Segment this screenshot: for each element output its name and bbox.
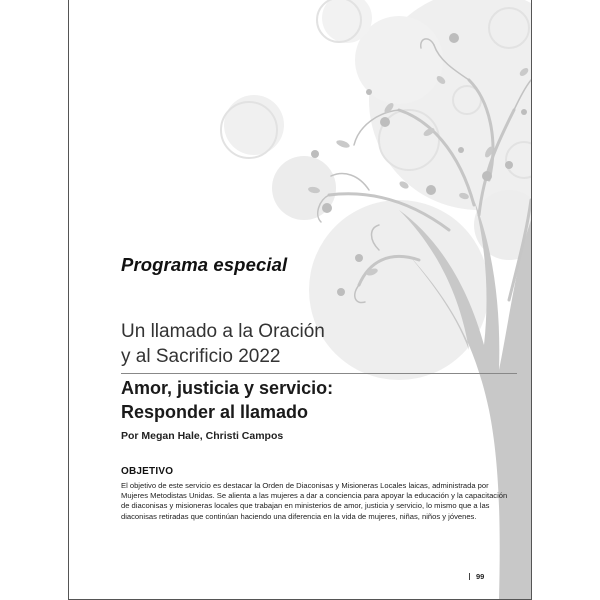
program-subtitle-line: Responder al llamado <box>121 402 309 422</box>
dot <box>426 185 436 195</box>
leaf <box>335 139 350 149</box>
section-heading: OBJETIVO <box>121 466 174 477</box>
dot <box>458 147 464 153</box>
authors-byline: Por Megan Hale, Christi Campos <box>121 430 284 442</box>
dot <box>380 117 390 127</box>
dot <box>366 89 372 95</box>
title-divider <box>121 373 517 374</box>
page-number-value: 99 <box>476 572 485 581</box>
dot <box>322 203 332 213</box>
section-label: Programa especial <box>121 254 288 275</box>
dot <box>449 33 459 43</box>
page-number-divider <box>469 573 470 580</box>
program-subtitle <box>121 376 501 424</box>
program-title-line: y al Sacrificio 2022 <box>121 346 281 367</box>
program-subtitle-line: Amor, justicia y servicio: <box>121 378 334 398</box>
dot <box>355 254 363 262</box>
document-page <box>68 0 532 600</box>
program-title <box>121 319 481 369</box>
program-title-line: Un llamado a la Oración <box>121 321 325 342</box>
dot <box>521 109 527 115</box>
section-body: El objetivo de este servicio es destacar la Orden de Diaconisas y Misioneras Locales laicas, administrada por Mujeres Metodistas Unidas. Se alienta a las mujeres a dar a conciencia para apoyar la educación y la capacitación de diaconisas y misioneras locales que trabajan en ministerios de amor, justicia y servicio, lo mismo que a las diaconisas retiradas que continúan haciendo una diferencia en la vida de mujeres, niñas, niños y jóvenes. <box>121 481 508 521</box>
twig <box>331 174 369 190</box>
dot <box>505 161 513 169</box>
dot <box>482 171 492 181</box>
dot <box>337 288 345 296</box>
bg-circle <box>224 95 284 155</box>
dot <box>311 150 319 158</box>
page-number <box>469 572 484 581</box>
